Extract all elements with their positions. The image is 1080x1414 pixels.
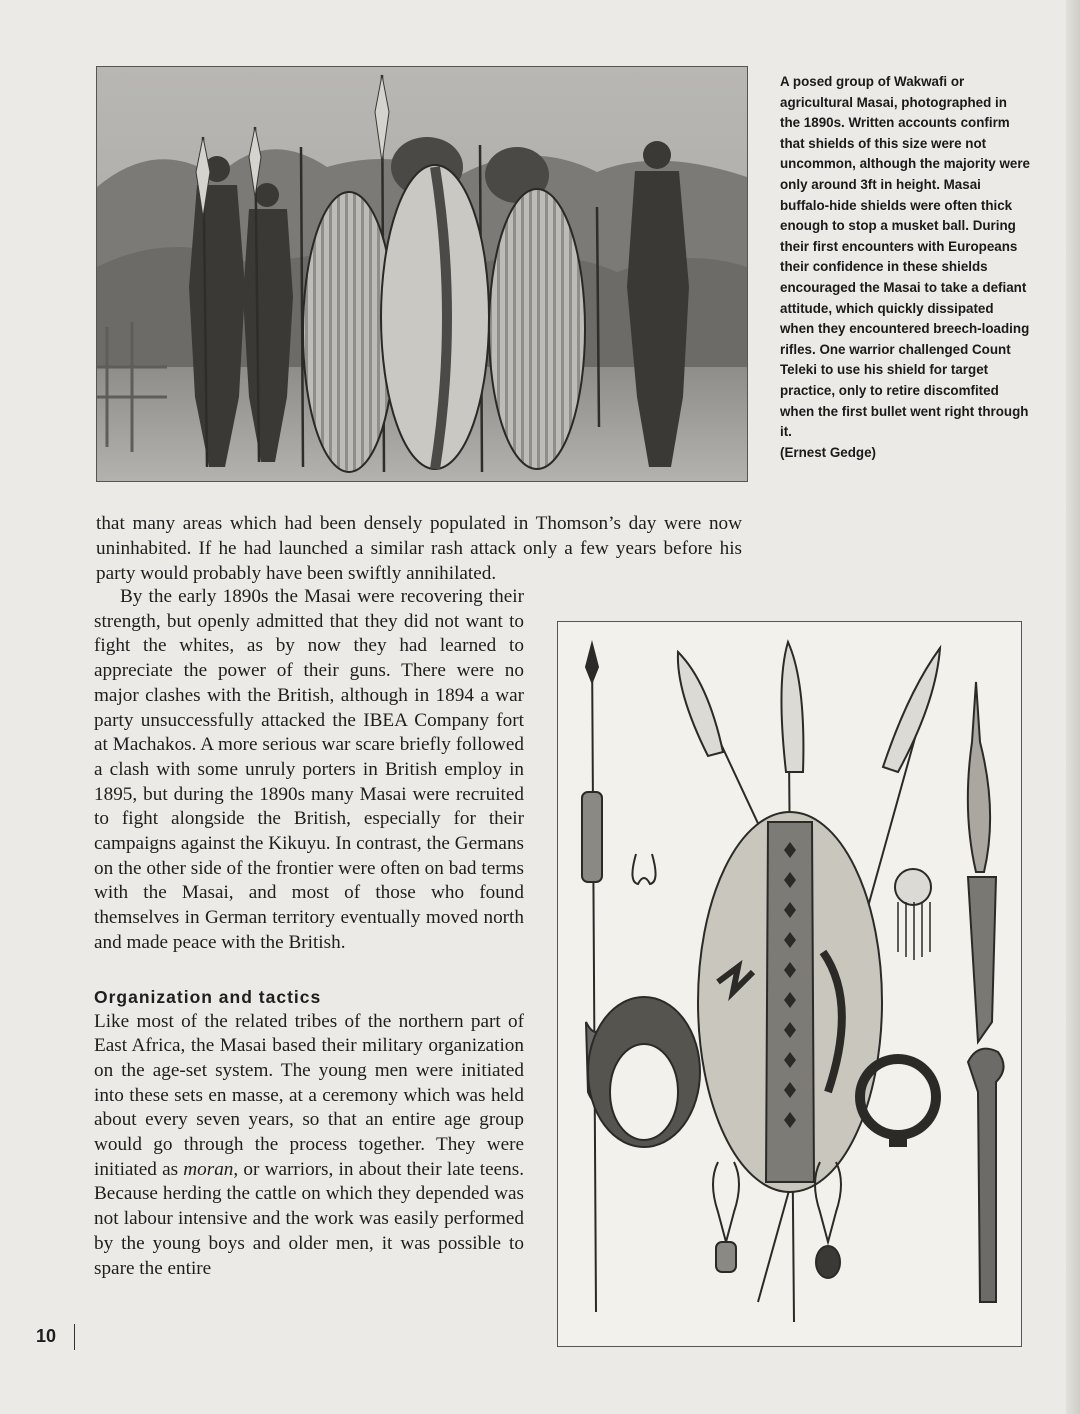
photo-caption: [780, 72, 1030, 463]
caption-credit: (Ernest Gedge): [780, 444, 876, 460]
weapons-illustration: [557, 621, 1022, 1347]
body-paragraph-2: [94, 1010, 524, 1282]
folio-divider: [74, 1324, 75, 1350]
page-edge: [1066, 0, 1080, 1414]
warriors-photograph: [96, 66, 748, 482]
caption-text: A posed group of Wakwafi or agricultural Masai, photographed in the 1890s. Written accounts confirm that shields of this size were not uncommon, although the majority were only around 3ft in height. Masai buffalo-hide shields were often thick enough to stop a musket ball. During their first encounters with Europeans their confidence in these shields encouraged the Masai to take a defiant attitude, which quickly dissipated when they encountered breech-loading rifles. One warrior challenged Count Teleki to use his shield for target practice, only to retire discomfited when the first bullet went right through it.: [780, 74, 1030, 440]
body-paragraph: By the early 1890s the Masai were recovering their strength, but openly admitted that they did not want to fight the whites, as by now they had learned to appreciate the power of their guns. There were no major clashes with the British, although in 1894 a war party unsuccessfully attacked the IBEA Company fort at Machakos. A more serious war scare briefly followed a clash with some unruly porters in British employ in 1895, but during the 1890s many Masai were recruited to fight alongside the British, especially for their campaigns against the Kikuyu. In contrast, the Germans on the other side of the frontier were often on bad terms with the Masai, and most of those who found themselves in German territory eventually moved north and made peace with the British.: [94, 586, 525, 953]
italic-term: moran: [183, 1158, 234, 1180]
body-column: [94, 585, 524, 1281]
body-text-run: Like most of the related tribes of the northern part of East Africa, the Masai based their military organization on the age-set system. The young men were initiated into these sets en masse, at a ceremony which was held about every seven years, so that an entire age group would go through the process together. They were initiated as: [94, 1010, 524, 1180]
page-number: 10: [36, 1326, 57, 1346]
body-lead-paragraph: that many areas which had been densely populated in Thomson’s day were now uninhabited. If he had launched a similar rash attack only a few years before his party would probably have been swiftly annihilated.: [96, 513, 742, 584]
section-heading: Organization and tactics: [94, 986, 322, 1007]
body-text-run: , or warriors, in about their late teens. Because herding the cattle on which they depended was not labour intensive and the work was easily performed by the young boys and older men, it was possible to spare the entire: [94, 1158, 524, 1279]
